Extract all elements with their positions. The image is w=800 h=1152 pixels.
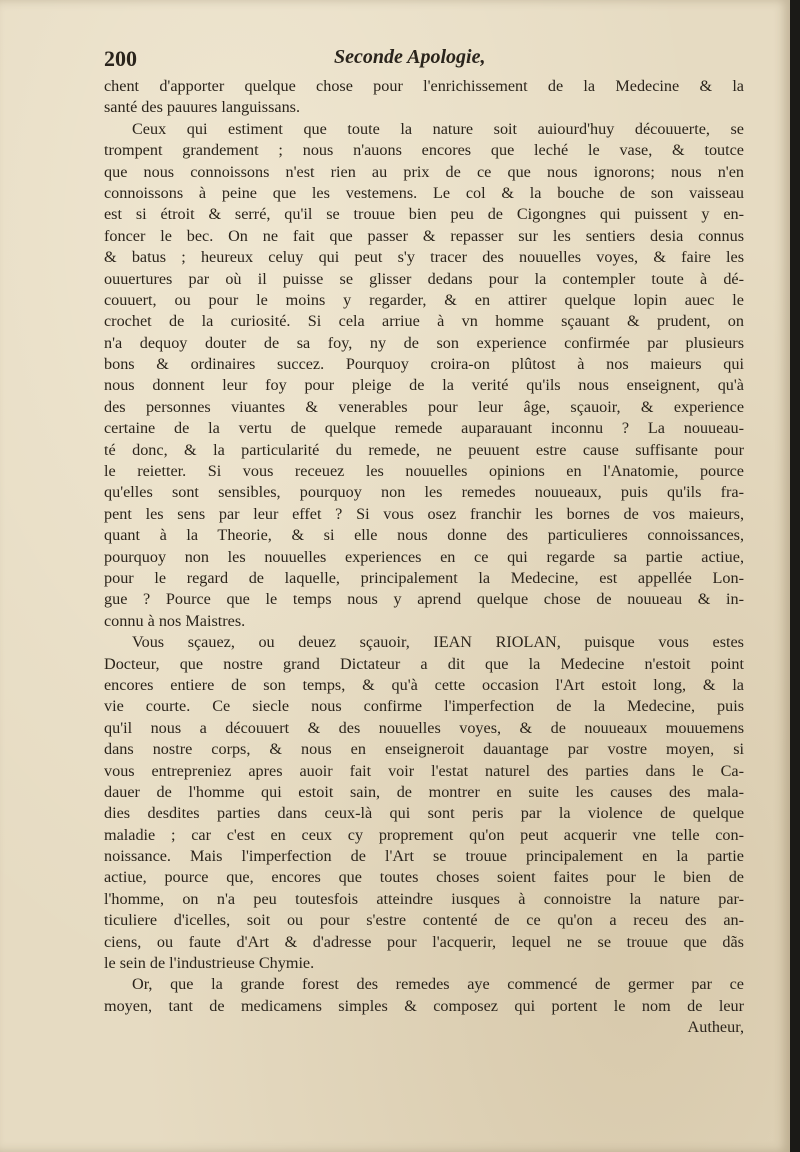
text-line: pour le regard de laquelle, principalement la Medecine, est appellée Lon-	[104, 568, 744, 587]
text-line: ciens, ou faute d'Art & d'adresse pour l'acquerir, lequel ne se trouue que dãs	[104, 932, 744, 951]
text-line: le reietter. Si vous receuez les nouuelles opinions en l'Anatomie, pource	[104, 462, 744, 481]
text-line: l'homme, on n'a peu toutesfois atteindre iusques à connoistre la nature par-	[104, 889, 744, 908]
paragraph-start-line: Or, que la grande forest des remedes aye commencé de germer par ce	[132, 975, 744, 994]
text-line: n'a dequoy douter de sa foy, ny de son experience confirmée par plusieurs	[104, 333, 744, 352]
text-line: pent les sens par leur effet ? Si vous osez franchir les bornes de vos maieurs,	[104, 504, 744, 523]
text-line: bons & ordinaires succez. Pourquoy croira-on plûtost à nos maieurs qui	[104, 355, 744, 374]
text-line: que nous connoissons n'est rien au prix de ce que nous ignorons; nous n'en	[104, 162, 744, 181]
page-number: 200	[104, 46, 137, 71]
running-title: Seconde Apologie,	[334, 46, 486, 68]
page-header	[104, 46, 744, 76]
text-line: & batus ; heureux celuy qui peut s'y tracer des nouuelles voyes, & faire les	[104, 248, 744, 267]
text-line: noissance. Mais l'imperfection de l'Art se trouue principalement en la partie	[104, 847, 744, 866]
text-line: crochet de la curiosité. Si cela arriue à vn homme sçauant & prudent, on	[104, 312, 744, 331]
text-line: trompent grandement ; nous n'auons encores que leché le vase, & toutce	[104, 141, 744, 160]
text-line: dauer de l'homme qui estoit sain, de montrer en suite les causes des mala-	[104, 782, 744, 801]
text-line: des personnes viuantes & venerables pour leur âge, sçauoir, & experience	[104, 397, 744, 416]
body-text	[104, 76, 744, 1039]
text-line: santé des pauures languissans.	[104, 98, 301, 117]
text-line: pourquoy non les nouuelles experiences en ce qui regarde sa partie actiue,	[104, 547, 744, 566]
text-line: le sein de l'industrieuse Chymie.	[104, 954, 315, 973]
text-line: gue ? Pource que le temps nous y aprend quelque chose de nouueau & in-	[104, 590, 744, 609]
text-line: couuert, ou pour le moins y regarder, & en attirer quelque lopin auec le	[104, 290, 744, 309]
text-line: qu'il nous a découuert & des nouuelles voyes, & de nouueaux mouuemens	[104, 718, 744, 737]
text-line: ouuertures par où il puisse se glisser dedans pour la contempler toute à dé-	[104, 269, 744, 288]
text-line: nous donnent leur foy pour pleige de la verité qu'ils nous enseignent, qu'à	[104, 376, 744, 395]
text-line: quant à la Theorie, & si elle nous donne des particulieres connoissances,	[104, 526, 744, 545]
text-line: qu'elles sont sensibles, pourquoy non les remedes nouueaux, puis qu'ils fra-	[104, 483, 744, 502]
text-line: Docteur, que nostre grand Dictateur a dit que la Medecine n'estoit point	[104, 654, 744, 673]
paragraph-start-line: Ceux qui estiment que toute la nature soit auiourd'huy découuerte, se	[132, 119, 744, 138]
paragraph-start-line: Vous sçauez, ou deuez sçauoir, IEAN RIOLAN, puisque vous estes	[132, 633, 744, 652]
text-line: certaine de la vertu de quelque remede auparauant inconnu ? La nouueau-	[104, 419, 744, 438]
text-line: dies desdites parties dans ceux-là qui sont peris par la violence de quelque	[104, 804, 744, 823]
text-line: connu à nos Maistres.	[104, 611, 246, 630]
text-line: chent d'apporter quelque chose pour l'enrichissement de la Medecine & la	[104, 77, 744, 95]
text-line: dans nostre corps, & nous en enseigneroit dauantage par vostre moyen, si	[104, 740, 744, 759]
text-line: est si étroit & serré, qu'il se trouue bien peu de Cigongnes qui puissent y en-	[104, 205, 744, 224]
text-line: encores entiere de son temps, & qu'à cette occasion l'Art estoit long, & la	[104, 675, 744, 694]
text-line: vie courte. Ce siecle nous confirme l'imperfection de la Medecine, puis	[104, 697, 744, 716]
text-line: moyen, tant de medicamens simples & composez qui portent le nom de leur	[104, 996, 744, 1015]
scan-edge	[790, 0, 800, 1152]
text-line: té donc, & la particularité du remede, ne peuuent estre cause suffisante pour	[104, 440, 744, 459]
catchword: Autheur,	[687, 1018, 744, 1037]
text-line: vous entrepreniez apres auoir fait voir l'estat naturel des parties dans le Ca-	[104, 761, 744, 780]
text-line: connoissons à peine que les vestemens. Le col & la bouche de son vaisseau	[104, 183, 744, 202]
text-line: foncer le bec. On ne fait que passer & repasser sur les sentiers desia connus	[104, 226, 744, 245]
text-line: actiue, pource que, encores que toutes choses soient faites pour le bien de	[104, 868, 744, 887]
text-line: ticuliere d'icelles, soit ou pour s'estre contenté de ce qu'on a receu des an-	[104, 911, 744, 930]
text-line: maladie ; car c'est en ceux cy proprement qu'on peut acquerir vne telle con-	[104, 825, 744, 844]
